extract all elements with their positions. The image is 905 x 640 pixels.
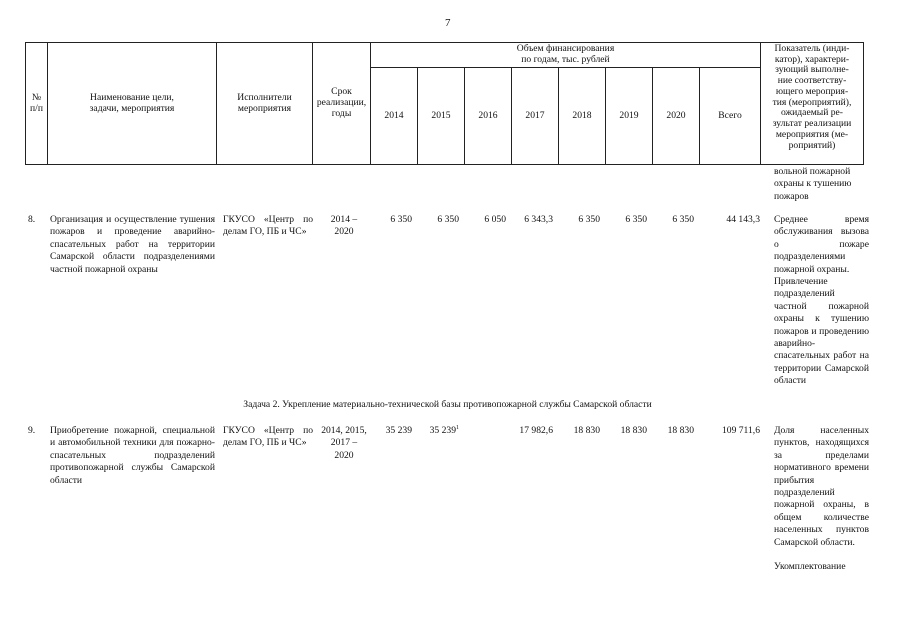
row-9-2014: 35 239 (385, 425, 412, 436)
row-8-2020: 6 350 (672, 214, 694, 225)
row-9-indicator: Доля населенных пунктов, находящихся за пределами нормативного времени прибытия подразделений пожарной охраны, в общем количестве населенных пунктов Самарской области. (774, 425, 869, 548)
page-number: 7 (445, 17, 451, 29)
row-8-name: Организация и осуществление тушения пожаров и проведение аварийно-спасательных работ на территории Самарской области подразделениями частной пожарной охраны (50, 214, 215, 275)
row-9-2020: 18 830 (667, 425, 694, 436)
row-8-indicator-2: Привлечение подразделений частной пожарной охраны к тушению пожаров и проведению аварийно-спасательных работ на территории Самарской области (774, 276, 869, 387)
row-8-2018: 6 350 (578, 214, 600, 225)
task-2-heading: Задача 2. Укрепление материально-технической базы противопожарной службы Самарской области (243, 399, 652, 410)
row-9-total: 109 711,6 (721, 425, 760, 436)
footnote-mark: 1 (456, 424, 459, 431)
header-year: 2020 (653, 68, 700, 165)
row-8-2015: 6 350 (437, 214, 459, 225)
header-term: Срок реализации, годы (313, 43, 371, 165)
header-year: 2016 (465, 68, 512, 165)
header-executors: Исполнители мероприятия (217, 43, 313, 165)
row-8-total: 44 143,3 (726, 214, 760, 225)
row-8-2017: 6 343,3 (524, 214, 553, 225)
row-9-indicator-2: Укомплектование (774, 561, 846, 572)
header-year: 2017 (512, 68, 559, 165)
row-9-2019: 18 830 (620, 425, 647, 436)
row-9-term: 2014, 2015, 2017 – 2020 (321, 425, 367, 461)
header-year: 2018 (559, 68, 606, 165)
header-year: 2014 (371, 68, 418, 165)
header-total: Всего (700, 68, 761, 165)
row-8-indicator: Среднее время обслуживания вызова о пожаре подразделениями пожарной охраны. (774, 214, 869, 275)
header-num: № п/п (26, 43, 48, 165)
row-8-term: 2014 – 2020 (330, 214, 358, 238)
row-9-2018: 18 830 (573, 425, 600, 436)
row-8-num: 8. (28, 214, 36, 225)
row-8-2019: 6 350 (625, 214, 647, 225)
indicator-continuation: вольной пожарной охраны к тушению пожаров (774, 166, 852, 202)
row-8-2016: 6 050 (484, 214, 506, 225)
header-year: 2015 (418, 68, 465, 165)
row-9-executor: ГКУСО «Центр по делам ГО, ПБ и ЧС» (223, 425, 313, 449)
header-indicator: Показатель (инди- катор), характери- зующий выполне- ние соответству- ющего мероприя- тия (мероприятий), ожидаемый ре- зультат реализации мероприятия (ме- роприятий) (761, 43, 864, 165)
row-9-num: 9. (28, 425, 36, 436)
row-9-name: Приобретение пожарной, специальной и автомобильной техники для пожарно-спасательных подразделений противопожарной службы Самарской области (50, 425, 215, 486)
header-name: Наименование цели, задачи, мероприятия (48, 43, 217, 165)
row-9-2017: 17 982,6 (519, 425, 553, 436)
table-header (25, 42, 864, 165)
header-year: 2019 (606, 68, 653, 165)
row-8-2014: 6 350 (390, 214, 412, 225)
row-9-2015: 35 $239^1$ (429, 424, 459, 436)
header-funding: Объем финансирования по годам, тыс. рублей (371, 43, 761, 68)
row-8-executor: ГКУСО «Центр по делам ГО, ПБ и ЧС» (223, 214, 313, 238)
